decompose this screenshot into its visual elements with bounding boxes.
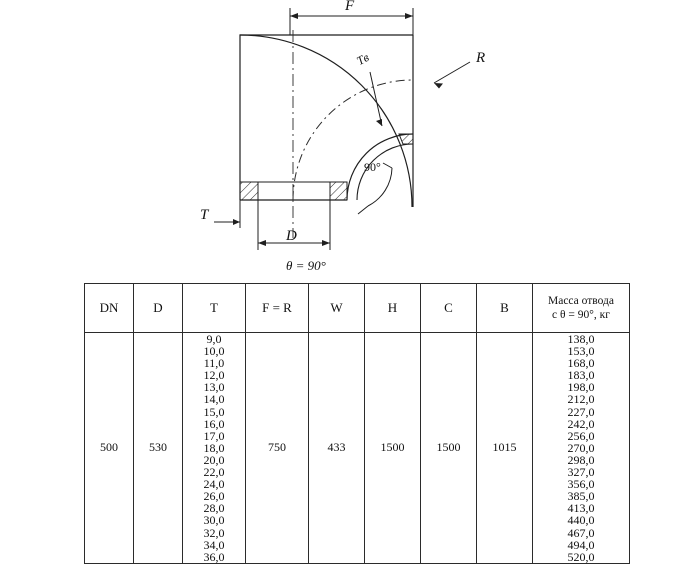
label-tv: Tв — [354, 50, 372, 69]
thickness-value-17: 34,0 — [203, 537, 225, 552]
thickness-value-1: 10,0 — [203, 344, 225, 359]
label-d: D — [286, 228, 297, 244]
cell-mass-list — [533, 333, 630, 564]
cell-h: 1500 — [365, 333, 421, 564]
mass-value-3: 183,0 — [567, 368, 595, 383]
thickness-value-5: 14,0 — [203, 392, 225, 407]
mass-value-11: 327,0 — [567, 465, 595, 480]
mass-value-1: 153,0 — [567, 344, 595, 359]
header-t: T — [183, 284, 246, 333]
cell-b: 1015 — [477, 333, 533, 564]
thickness-value-10: 20,0 — [203, 452, 225, 467]
thickness-value-16: 32,0 — [203, 525, 225, 540]
mass-value-15: 440,0 — [567, 513, 595, 528]
mass-value-18: 520,0 — [567, 549, 595, 564]
header-c: C — [421, 284, 477, 333]
header-w: W — [309, 284, 365, 333]
spec-table — [84, 283, 630, 564]
cell-f-r: 750 — [246, 333, 309, 564]
thickness-value-11: 22,0 — [203, 465, 225, 480]
label-t: T — [200, 207, 209, 223]
mass-value-6: 227,0 — [567, 404, 595, 419]
spec-table-wrap — [84, 283, 614, 564]
header-f-r: F = R — [246, 284, 309, 333]
thickness-value-18: 36,0 — [203, 549, 225, 564]
thickness-value-12: 24,0 — [203, 477, 225, 492]
label-r: R — [476, 50, 486, 66]
header-mass-line2: с θ = 90°, кг — [552, 309, 610, 321]
mass-value-7: 242,0 — [567, 416, 595, 431]
label-angle-90: 90° — [364, 160, 381, 174]
cell-c: 1500 — [421, 333, 477, 564]
thickness-value-13: 26,0 — [203, 489, 225, 504]
cell-w: 433 — [309, 333, 365, 564]
thickness-value-14: 28,0 — [203, 501, 225, 516]
label-theta: θ = 90° — [286, 258, 326, 273]
mass-value-0: 138,0 — [567, 332, 595, 346]
header-d: D — [134, 284, 183, 333]
wall-hatch-top — [399, 134, 413, 144]
mass-value-12: 356,0 — [567, 477, 595, 492]
wall-hatch-right — [330, 182, 347, 200]
thickness-value-3: 12,0 — [203, 368, 225, 383]
spec-table-head — [85, 284, 630, 333]
leader-r — [434, 62, 470, 89]
mass-value-8: 256,0 — [567, 428, 595, 443]
cell-thickness-list — [183, 333, 246, 564]
table-row — [85, 333, 630, 564]
header-dn: DN — [85, 284, 134, 333]
label-f: F — [345, 0, 355, 14]
thickness-value-15: 30,0 — [203, 513, 225, 528]
wall-hatch-left — [240, 182, 258, 200]
mass-value-10: 298,0 — [567, 452, 595, 467]
mass-value-4: 198,0 — [567, 380, 595, 395]
header-b: B — [477, 284, 533, 333]
dimension-t — [214, 200, 258, 228]
leader-tv — [370, 72, 382, 126]
mass-value-5: 212,0 — [567, 392, 595, 407]
elbow-svg — [0, 0, 700, 280]
header-h: H — [365, 284, 421, 333]
mass-value-16: 467,0 — [567, 525, 595, 540]
thickness-value-2: 11,0 — [203, 356, 225, 371]
mass-value-17: 494,0 — [567, 537, 595, 552]
header-mass-line1: Масса отвода — [547, 294, 614, 307]
mass-value-2: 168,0 — [567, 356, 595, 371]
thickness-value-0: 9,0 — [206, 332, 222, 346]
thickness-value-4: 13,0 — [203, 380, 225, 395]
elbow-drawing — [0, 0, 700, 280]
header-mass — [533, 284, 630, 333]
elbow-outline — [240, 35, 413, 207]
cell-d: 530 — [134, 333, 183, 564]
table-header-row — [85, 284, 630, 333]
mass-value-14: 413,0 — [567, 501, 595, 516]
thickness-value-6: 15,0 — [203, 404, 225, 419]
thickness-value-7: 16,0 — [203, 416, 225, 431]
mass-value-9: 270,0 — [567, 440, 595, 455]
mass-value-13: 385,0 — [567, 489, 595, 504]
spec-table-body — [85, 333, 630, 564]
cell-dn: 500 — [85, 333, 134, 564]
thickness-value-9: 18,0 — [203, 440, 225, 455]
thickness-value-8: 17,0 — [203, 428, 225, 443]
